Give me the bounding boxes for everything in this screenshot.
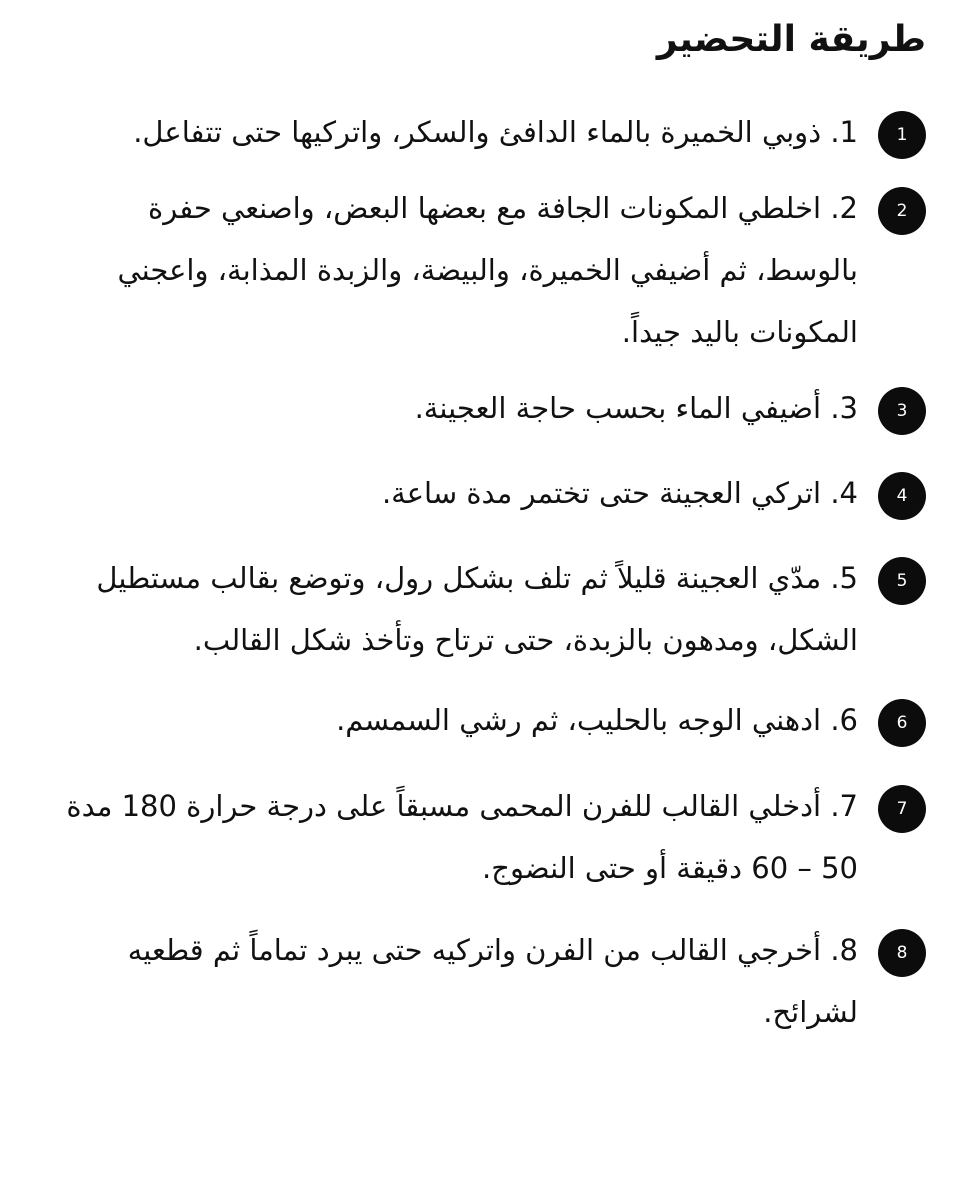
step-number-badge: 3 — [878, 387, 926, 435]
step-item — [26, 101, 926, 163]
step-item — [26, 177, 926, 363]
step-text: 1. ذوبي الخميرة بالماء الدافئ والسكر، واتركيها حتى تتفاعل. — [133, 115, 858, 149]
step-item — [26, 547, 926, 671]
step-item — [26, 919, 926, 1043]
steps-list — [26, 101, 926, 1043]
page-title: طريقة التحضير — [656, 19, 926, 60]
step-item — [26, 377, 926, 439]
step-item — [26, 775, 926, 899]
step-text: 8. أخرجي القالب من الفرن واتركيه حتى يبرد تماماً ثم قطعيه لشرائح. — [127, 933, 858, 1029]
step-number-badge: 7 — [878, 785, 926, 833]
step-text: 2. اخلطي المكونات الجافة مع بعضها البعض، واصنعي حفرة بالوسط، ثم أضيفي الخميرة، والبيضة، والزبدة المذابة، واعجني المكونات باليد جيداً. — [117, 191, 858, 349]
step-text: 6. ادهني الوجه بالحليب، ثم رشي السمسم. — [336, 703, 858, 737]
step-number-badge: 4 — [878, 472, 926, 520]
step-text: 5. مدّي العجينة قليلاً ثم تلف بشكل رول، وتوضع بقالب مستطيل الشكل، ومدهون بالزبدة، حتى ترتاح وتأخذ شكل القالب. — [96, 561, 858, 657]
step-number-badge: 1 — [878, 111, 926, 159]
step-item — [26, 462, 926, 524]
step-item — [26, 689, 926, 751]
step-text: 3. أضيفي الماء بحسب حاجة العجينة. — [414, 391, 858, 425]
step-number-badge: 5 — [878, 557, 926, 605]
step-text: 4. اتركي العجينة حتى تختمر مدة ساعة. — [381, 476, 858, 510]
step-text: 7. أدخلي القالب للفرن المحمى مسبقاً على درجة حرارة 180 مدة 50 – 60 دقيقة أو حتى النضوج. — [66, 789, 858, 885]
step-number-badge: 8 — [878, 929, 926, 977]
step-number-badge: 2 — [878, 187, 926, 235]
step-number-badge: 6 — [878, 699, 926, 747]
